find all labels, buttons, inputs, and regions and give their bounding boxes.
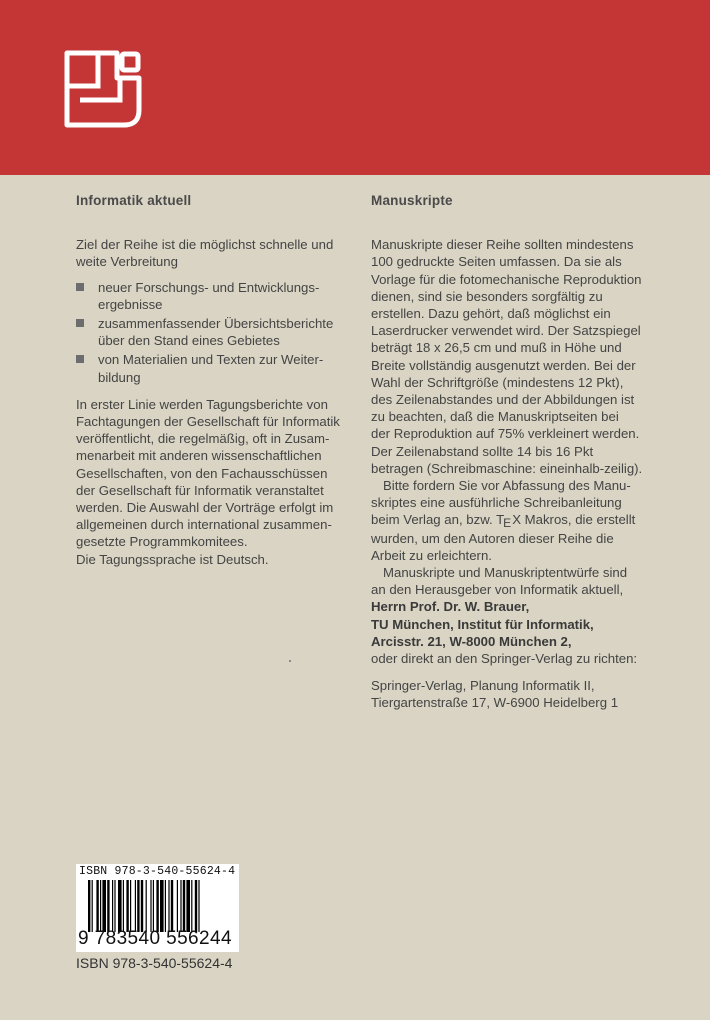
barcode-bar (153, 880, 154, 932)
barcode-bar (123, 880, 124, 932)
barcode-bar (126, 880, 128, 932)
barcode-bars-icon (88, 880, 230, 932)
text-line: dienen, sind sie besonders sorgfältig zu (371, 288, 603, 304)
list-item-text: ergebnisse (98, 296, 163, 312)
barcode-bar (102, 880, 106, 932)
barcode-bar (186, 880, 190, 932)
barcode-bar (195, 880, 197, 932)
barcode-bar (180, 880, 181, 932)
text-line: Arbeit zu erleichtern. (371, 547, 492, 563)
series-logo-icon (62, 48, 144, 130)
barcode-bar (92, 880, 93, 932)
body-line: der Gesellschaft für Informatik veranstaltet (76, 482, 324, 498)
editor-address (371, 598, 651, 650)
barcode-bar (168, 880, 169, 932)
manuscripts-heading: Manuskripte (371, 193, 453, 208)
body-line: gesetzte Programmkomitees. (76, 534, 248, 550)
barcode-bar (112, 880, 113, 932)
text-line: 100 gedruckte Seiten umfassen. Da sie als (371, 254, 622, 270)
list-item-text: über den Stand eines Gebietes (98, 333, 280, 349)
barcode-bar (177, 880, 178, 932)
intro-line: Ziel der Reihe ist die möglichst schnelle und (76, 237, 334, 253)
address-line: Herrn Prof. Dr. W. Brauer, (371, 599, 530, 615)
barcode-bar (118, 880, 122, 932)
text-line: Breite vollständig ausgenutzt werden. Bei der (371, 357, 636, 373)
text-line: beim Verlag an, bzw. T (371, 512, 505, 528)
list-item-text: bildung (98, 369, 141, 385)
barcode-bar (96, 880, 98, 932)
address-line: TU München, Institut für Informatik, (371, 616, 594, 632)
address-line: Springer-Verlag, Planung Informatik II, (371, 678, 595, 694)
barcode-bar (135, 880, 136, 932)
tex-logo-e: E (503, 516, 512, 531)
isbn-barcode (76, 864, 239, 952)
writing-guide-paragraph (371, 477, 651, 564)
text-line: Manuskripte dieser Reihe sollten mindestens (371, 237, 634, 253)
body-line: allgemeinen durch international zusammen- (76, 517, 332, 533)
text-line: Laserdrucker verwendet wird. Der Satzspiegel (371, 323, 641, 339)
list-item-text: zusammenfassender Übersichtsberichte (98, 316, 334, 332)
text-line: Bitte fordern Sie vor Abfassung des Manu- (383, 478, 631, 494)
text-line: an den Herausgeber von Informatik aktuell, (371, 582, 624, 598)
submission-paragraph (371, 564, 651, 598)
isbn-label: ISBN 978-3-540-55624-4 (76, 955, 233, 971)
series-intro (76, 236, 348, 270)
barcode-bar (165, 880, 166, 932)
body-line: werden. Die Auswahl der Vorträge erfolgt im (76, 500, 334, 516)
series-description-column (76, 192, 348, 568)
series-body-text (76, 396, 348, 568)
body-line: menarbeit mit anderen wissenschaftlichen (76, 448, 322, 464)
text-line: der Reproduktion auf 75% verkleinert werden. (371, 426, 640, 442)
publisher-address (371, 677, 651, 711)
text-line: zu beachten, daß die Manuskriptseiten bei (371, 409, 619, 425)
barcode-bar (183, 880, 185, 932)
body-line: Die Tagungssprache ist Deutsch. (76, 551, 269, 567)
closing-line: oder direkt an den Springer-Verlag zu richten: (371, 651, 638, 667)
manuscripts-column (371, 192, 651, 712)
isbn-top-label: ISBN 978-3-540-55624-4 (79, 865, 236, 878)
barcode-bar (191, 880, 192, 932)
text-line: wurden, um den Autoren dieser Reihe die (371, 530, 614, 546)
text-line: Der Zeilenabstand sollte 14 bis 16 Pkt (371, 443, 594, 459)
text-line: betragen (Schreibmaschine: eineinhalb-zeilig). (371, 460, 643, 476)
body-line: veröffentlicht, die regelmäßig, oft in Zusam- (76, 431, 330, 447)
barcode-bar (141, 880, 143, 932)
barcode-bar (100, 880, 101, 932)
print-speck (289, 660, 291, 662)
list-item-text: von Materialien und Texten zur Weiter- (98, 352, 324, 368)
barcode-bar (130, 880, 131, 932)
body-line: Gesellschaften, von den Fachausschüssen (76, 465, 328, 481)
list-item (76, 315, 348, 349)
barcode-bar (88, 880, 90, 932)
barcode-bar (160, 880, 164, 932)
text-line: erstellen. Dazu gehört, daß möglichst ein (371, 306, 611, 322)
list-item (76, 351, 348, 385)
text-line: Wahl der Schriftgröße (mindestens 12 Pkt), (371, 374, 624, 390)
barcode-bar (107, 880, 109, 932)
series-heading: Informatik aktuell (76, 193, 192, 208)
address-line: Arcisstr. 21, W-8000 München 2, (371, 633, 572, 649)
intro-line: weite Verbreitung (76, 254, 178, 270)
barcode-bar (137, 880, 139, 932)
barcode-bar (171, 880, 173, 932)
manuscript-requirements (371, 236, 651, 477)
square-bullet-icon (76, 283, 84, 291)
text-line: X Makros, die erstellt (512, 512, 636, 528)
square-bullet-icon (76, 355, 84, 363)
list-item (76, 279, 348, 313)
text-line: des Zeilenabstandes und der Abbildungen ist (371, 392, 635, 408)
text-line: Manuskripte und Manuskriptentwürfe sind (383, 565, 628, 581)
barcode-bar (198, 880, 199, 932)
address-line: Tiergartenstraße 17, W-6900 Heidelberg 1 (371, 695, 619, 711)
barcode-bar (150, 880, 151, 932)
text-line: beträgt 18 x 26,5 cm und muß in Höhe und (371, 340, 622, 356)
body-line: Fachtagungen der Gesellschaft für Informatik (76, 414, 340, 430)
barcode-bar (146, 880, 147, 932)
list-item-text: neuer Forschungs- und Entwicklungs- (98, 279, 320, 295)
text-line: Vorlage für die fotomechanische Reproduktion (371, 271, 642, 287)
barcode-bar (114, 880, 115, 932)
barcode-bar (156, 880, 158, 932)
series-goals-list (76, 279, 348, 386)
body-line: In erster Linie werden Tagungsberichte von (76, 396, 328, 412)
text-line: skriptes eine ausführliche Schreibanleitung (371, 495, 622, 511)
ean-digits: 9 783540 556244 (78, 928, 232, 949)
square-bullet-icon (76, 319, 84, 327)
